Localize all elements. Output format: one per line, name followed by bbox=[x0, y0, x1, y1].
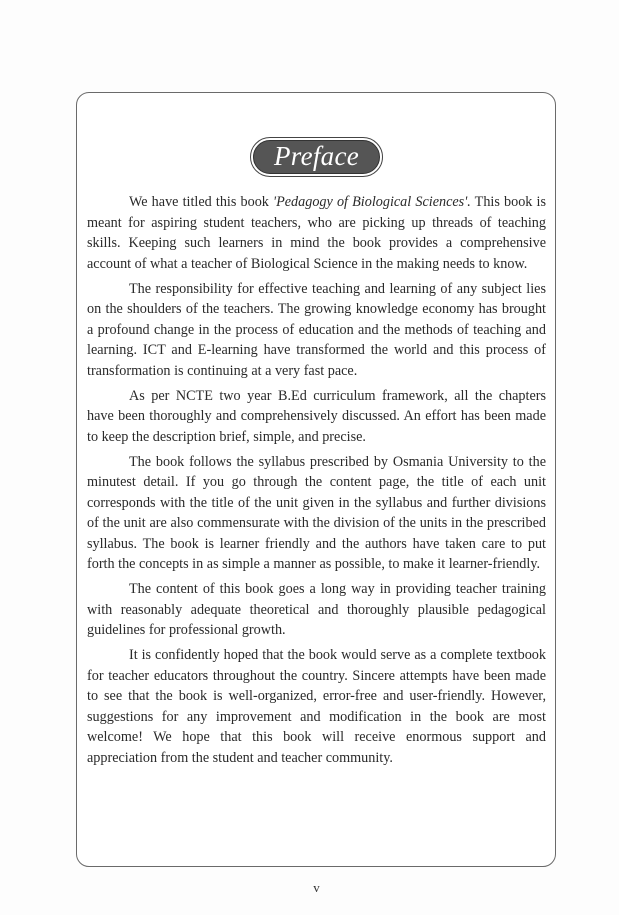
page-title: Preface bbox=[273, 140, 360, 171]
paragraph-responsibility: The responsibility for effective teaching and learning of any subject lies on the shoulders of the teachers. The growing knowledge economy has brought a profound change in the process of education and the methods of teaching and learning. ICT and E-learning have transformed the world and this process of transformation is continuing at a very fast pace. bbox=[87, 280, 546, 379]
paragraph-syllabus: The book follows the syllabus prescribed by Osmania University to the minutest detail. If you go through the content page, the title of each unit corresponds with the title of the unit given in the syllabus and further divisions of the unit are also commensurate with the division of the units in the prescribed syllabus. The book is learner friendly and the authors have taken care to put forth the concepts in as simple a manner as possible, to make it learner-friendly. bbox=[87, 453, 546, 573]
paragraph-content: The content of this book goes a long way in providing teacher training with reasonably adequate theoretical and thoroughly plausible pedagogical guidelines for professional growth. bbox=[87, 581, 546, 639]
preface-heading-pill bbox=[253, 140, 380, 174]
paragraph-intro-rest: This book is meant for aspiring student teachers, who are picking up threads of teaching skills. Keeping such learners in mind the book provides a comprehensive account of what a teacher of Biological Science in the making needs to know. bbox=[87, 194, 546, 272]
paragraph-closing: It is confidently hoped that the book would serve as a complete textbook for teacher educators throughout the country. Sincere attempts have been made to see that the book is well-organized, error-free and user-friendly. However, suggestions for any improvement and modification in the book are most welcome! We hope that this book will receive enormous support and appreciation from the student and teacher community. bbox=[87, 647, 546, 766]
book-title: 'Pedagogy of Biological Sciences'. bbox=[273, 194, 471, 210]
paragraph-ncte-framework: As per NCTE two year B.Ed curriculum framework, all the chapters have been thoroughly and comprehensively discussed. An effort has been made to keep the description brief, simple, and precise. bbox=[87, 387, 546, 445]
preface-body bbox=[87, 192, 546, 773]
paragraph-intro bbox=[87, 192, 546, 274]
page-number: v bbox=[313, 880, 320, 895]
paragraph-intro-lead: We have titled this book bbox=[129, 194, 274, 210]
preface-heading-badge bbox=[250, 137, 383, 177]
